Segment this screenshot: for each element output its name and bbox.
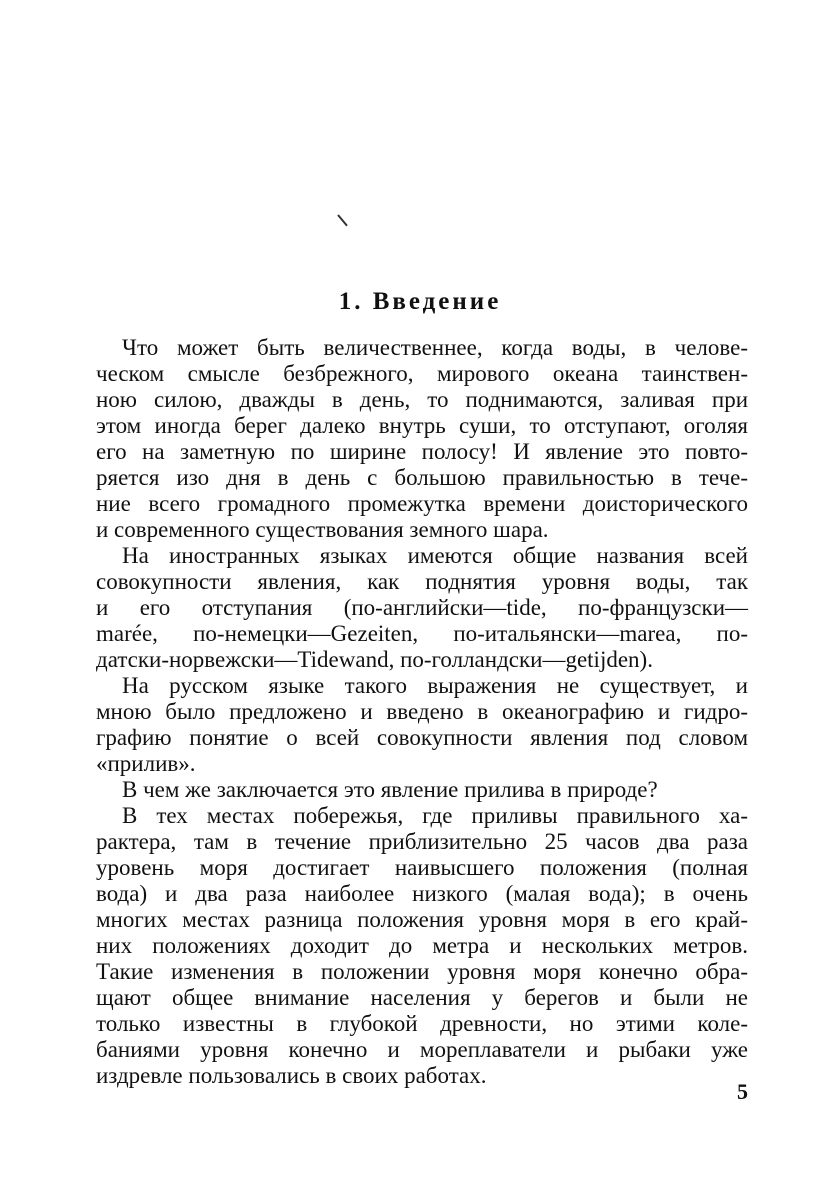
text-line: marée, по-немецки—Gezeiten, по-итальянски—marea, по- [96, 621, 748, 646]
text-line: рактера, там в течение приблизительно 25 часов два раза [96, 829, 748, 854]
text-line: многих местах разница положения уровня моря в его край- [96, 907, 748, 932]
text-line: и его отступания (по-английски—tide, по-французски— [96, 595, 748, 620]
text-line: этом иногда берег далеко внутрь суши, то отступают, оголяя [96, 413, 748, 438]
text-line: датски-норвежски—Tidewand, по-голландски—getijden). [96, 647, 653, 672]
text-line: совокупности явления, как поднятия уровня воды, так [96, 569, 748, 594]
text-line: ною силою, дважды в день, то поднимаются, заливая при [96, 387, 748, 412]
stray-pen-mark [337, 214, 348, 226]
text-line: щают общее внимание населения у берегов и были не [96, 985, 748, 1010]
text-line: На иностранных языках имеются общие названия всей [122, 543, 748, 568]
text-line: ние всего громадного промежутка времени доисторического [96, 491, 748, 516]
page-number: 5 [737, 1079, 748, 1104]
text-line: вода) и два раза наиболее низкого (малая вода); в очень [96, 881, 748, 906]
text-line: ряется изо дня в день с большою правильностью в тече- [96, 465, 748, 490]
text-line: В тех местах побережья, где приливы правильного ха- [122, 803, 748, 828]
text-line: только известны в глубокой древности, но этими коле- [96, 1011, 748, 1036]
section-title: 1. Введение [338, 288, 502, 315]
text-line: уровень моря достигает наивысшего положения (полная [96, 855, 748, 880]
text-line: них положениях доходит до метра и нескольких метров. [96, 933, 748, 958]
text-line: В чем же заключается это явление прилива в природе? [122, 777, 658, 802]
text-line: Что может быть величественнее, когда воды, в челове- [122, 335, 748, 360]
text-line: На русском языке такого выражения не существует, и [122, 673, 748, 698]
text-line: издревле пользовались в своих работах. [96, 1063, 487, 1088]
text-line: баниями уровня конечно и мореплаватели и рыбаки уже [96, 1037, 748, 1062]
text-line: его на заметную по ширине полосу! И явление это повто- [96, 439, 748, 464]
text-line: графию понятие о всей совокупности явления под словом [96, 725, 748, 750]
text-line: мною было предложено и введено в океанографию и гидро- [96, 699, 748, 724]
text-line: Такие изменения в положении уровня моря конечно обра- [96, 959, 748, 984]
text-line: ческом смысле безбрежного, мирового океана таинствен- [96, 361, 748, 386]
text-line: и современного существования земного шара. [96, 517, 549, 542]
text-line: «прилив». [96, 751, 196, 776]
